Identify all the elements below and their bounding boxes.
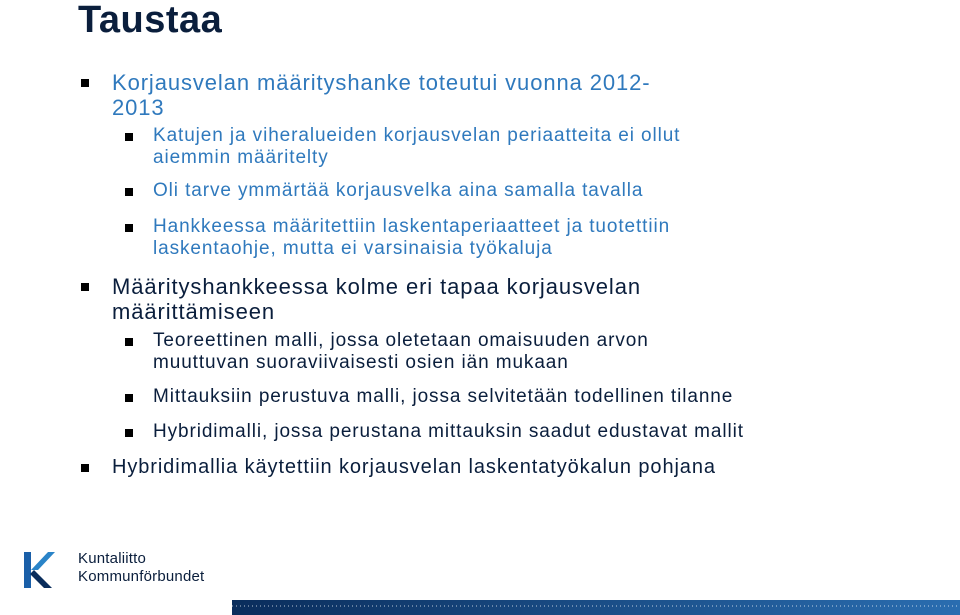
bullet-text: Hankkeessa määritettiin laskentaperiaatteet ja tuotettiin laskentaohje, mutta ei varsinaisia työkaluja <box>153 216 671 259</box>
bullet-text: Mittauksiin perustuva malli, jossa selvitetään todellinen tilanne <box>153 386 734 407</box>
bullet-text: Määrityshankkeessa kolme eri tapaa korjausvelan määrittämiseen <box>112 274 641 324</box>
square-bullet-icon <box>125 224 133 232</box>
bullet-text: Oli tarve ymmärtää korjausvelka aina samalla tavalla <box>153 180 644 201</box>
square-bullet-icon <box>125 394 133 402</box>
kuntaliitto-k-logo-icon <box>22 550 56 590</box>
square-bullet-icon <box>81 283 89 291</box>
footer-band <box>232 600 960 615</box>
bullet-text: Korjausvelan määrityshanke toteutui vuonna 2012- 2013 <box>112 70 651 120</box>
square-bullet-icon <box>125 133 133 141</box>
bullet-text: Hybridimallia käytettiin korjausvelan laskentatyökalun pohjana <box>112 456 716 478</box>
bullet-text: Teoreettinen malli, jossa oletetaan omaisuuden arvon muuttuvan suoraviivaisesti osien iän mukaan <box>153 330 649 373</box>
square-bullet-icon <box>125 188 133 196</box>
logo-line-1: Kuntaliitto <box>78 550 147 567</box>
logo-line-2: Kommunförbundet <box>78 568 205 585</box>
square-bullet-icon <box>125 429 133 437</box>
slide-title: Taustaa <box>78 0 223 41</box>
bullet-text: Hybridimalli, jossa perustana mittauksin saadut edustavat mallit <box>153 421 744 442</box>
bullet-text: Katujen ja viheralueiden korjausvelan periaatteita ei ollut aiemmin määritelty <box>153 125 681 168</box>
square-bullet-icon <box>125 338 133 346</box>
square-bullet-icon <box>81 79 89 87</box>
square-bullet-icon <box>81 464 89 472</box>
